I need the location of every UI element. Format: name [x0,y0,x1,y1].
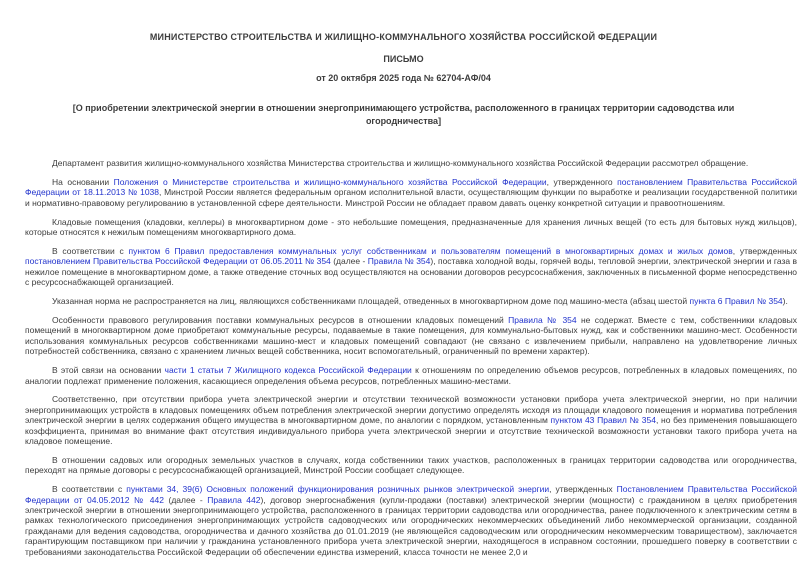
document-link[interactable]: Правила № 354 [508,314,577,325]
paragraph [25,484,797,557]
paragraph-text: ), поставка холодной воды, горячей воды, тепловой энергии, электрической энергии и газа в нежилое помещение в многоквартирном доме, а также отведение сточных вод осуществляются на основании договоров ресурсоснабжения, заключенных в письменной форме непосредственно с ресурсоснабжающей организацией. [25,256,798,288]
document-link[interactable]: части 1 статьи 7 Жилищного кодекса Российской Федерации [164,365,412,376]
paragraph-text: На основании [52,176,114,187]
paragraph-text: ), договор энергоснабжения (купли-продажи (поставки) электрической энергии (мощности) с гражданином в целях приобретения электрической энергии в отношении энергопринимающего устройства, расположенного в границах территории садоводства или огородничества, ранее подключенного к электрическим сетям в рамках технологического присоединения энергопринимающих устройств садоводческих или огороднических некоммерческих объединений либо некоммерческой организации, созданной гражданами для ведения садоводства, огородничества и дачного хозяйства до 01.01.2019 (не являющейся садоводческим или огородническим некоммерческим товариществом), заключается гарантирующим поставщиком при наличии у гражданина установленного прибора учета электрической энергии, находящегося в исправном состоянии, прошедшего поверку в соответствии с требованиями законодательства Российской Федерации об обеспечении единства измерений, класса точности не менее 2,0 и [25,494,797,557]
paragraph [25,246,797,288]
paragraph-text: Указанная норма не распространяется на лиц, являющихся собственниками площадей, отведенных в многоквартирном доме под машино-места (абзац шестой [52,296,690,307]
paragraph-text: ). [782,296,788,307]
paragraph-text: В соответствии с [52,484,127,495]
paragraph [25,296,797,306]
document-link[interactable]: Постановлением Правительства Российской Федерации от 04.05.2012 № 442 [25,484,798,505]
document-link[interactable]: постановлением Правительства Российской Федерации от 18.11.2013 № 1038 [25,176,798,198]
paragraph-text: к отношениям по определению объемов ресурсов, потребленных в кладовых помещениях, по аналогии подлежат применение положения, касающиеся определения объема ресурсов, потребленных машино-местами. [25,365,797,386]
paragraph [25,315,797,357]
paragraph-text: (далее - [330,256,368,267]
document-subject: [О приобретении электрической энергии в отношении энергопринимающего устройства, расположенного в границах территории садоводства или огородничества] [72,103,735,126]
paragraph-text: Соответственно, при отсутствии прибора учета электрической энергии и отсутствии технической возможности установки прибора учета электрической энергии, но при наличии энергопринимающих устройств в кладовых помещениях объем потребления электрической энергии допустимо определять исходя из площади кладового помещения и норматива потребления электрической энергии в целях содержания общего имущества в многоквартирном доме, по аналогии с порядком, установленным [25,394,797,426]
paragraph [25,394,797,446]
document-header [0,0,807,127]
document-body [0,158,807,557]
document-link[interactable]: Положения о Министерстве строительства и жилищно-коммунального хозяйства Российской Федерации [113,176,547,187]
paragraph-text: Департамент развития жилищно-коммунального хозяйства Министерства строительства и жилищно-коммунального хозяйства Российской Федерации рассмотрел обращение. [52,158,749,168]
paragraph-text: Особенности правового регулирования поставки коммунальных ресурсов в отношении кладовых помещений [52,314,509,325]
document-link[interactable]: пунктами 34, 39(6) Основных положений функционирования розничных рынков электрической энергии [126,484,550,495]
paragraph-text: В этой связи на основании [52,365,165,376]
paragraph [25,177,797,208]
paragraph-text: , утвержденного [546,176,618,187]
document-link[interactable]: постановлением Правительства Российской Федерации от 06.05.2011 № 354 [25,256,331,267]
paragraph-text: , Минстрой России является федеральным органом исполнительной власти, осуществляющим функции по выработке и реализации государственной политики и нормативно-правовому регулированию в установленной сфере деятельности. Минстрой России не обладает правом давать оценку конкретной ситуации и правоотношениям. [25,187,798,208]
document-type: ПИСЬМО [383,54,424,64]
document-link[interactable]: Правила 442 [207,494,261,505]
paragraph-text: (далее - [163,494,208,505]
document-link[interactable]: пунктом 6 Правил предоставления коммунальных услуг собственникам и пользователям помещений в многоквартирных домах и жилых домов [128,245,733,256]
paragraph [25,217,797,238]
paragraph-text: , но без применения повышающего коэффициента, принимая во внимание факт отсутствия индивидуального прибора учета электрической энергии и отсутствие технической возможности установки такого прибора учета на кладовое помещение. [25,415,797,447]
document-date-number: от 20 октября 2025 года № 62704-АФ/04 [316,73,491,83]
paragraph-text: Кладовые помещения (кладовки, келлеры) в многоквартирном доме - это небольшие помещения, предназначенные для хранения личных вещей (то есть для бытовых нужд жильцов), которые относятся к нежилым помещениям многоквартирного дома. [25,216,797,238]
paragraph-text: В отношении садовых или огородных земельных участков в случаях, когда собственники таких участков, расположенных в границах территории садоводства или огородничества, переходят на прямые договоры с ресурсоснабжающей организацией, Минстрой России сообщает следующее. [25,454,797,476]
paragraph-text: , утвержденных [549,484,617,495]
paragraph [25,365,797,386]
paragraph [25,158,797,168]
ministry-name: МИНИСТЕРСТВО СТРОИТЕЛЬСТВА И ЖИЛИЩНО-КОММУНАЛЬНОГО ХОЗЯЙСТВА РОССИЙСКОЙ ФЕДЕРАЦИИ [149,32,658,42]
paragraph-text: , утвержденных [732,245,797,256]
paragraph-text: В соответствии с [52,245,129,256]
document-link[interactable]: пункта 6 Правил № 354 [689,296,783,307]
document-link[interactable]: Правила № 354 [367,256,431,267]
paragraph-text: не содержат. Вместе с тем, собственники кладовых помещений в многоквартирном доме приобретают коммунальные ресурсы, подаваемые в такие помещения, для коммунально-бытовых нужд, как и собственники машино-мест. Особенности использования коммунальных ресурсов собственниками машино-мест и кладовых помещений совпадают (не связано с извлечением прибыли, направлено на удовлетворение личных потребностей собственника, связано с хранением личных вещей собственника, носит вспомогательный, ограниченный по времени характер). [25,314,797,357]
document-link[interactable]: пунктом 43 Правил № 354 [550,415,656,426]
paragraph [25,455,797,476]
